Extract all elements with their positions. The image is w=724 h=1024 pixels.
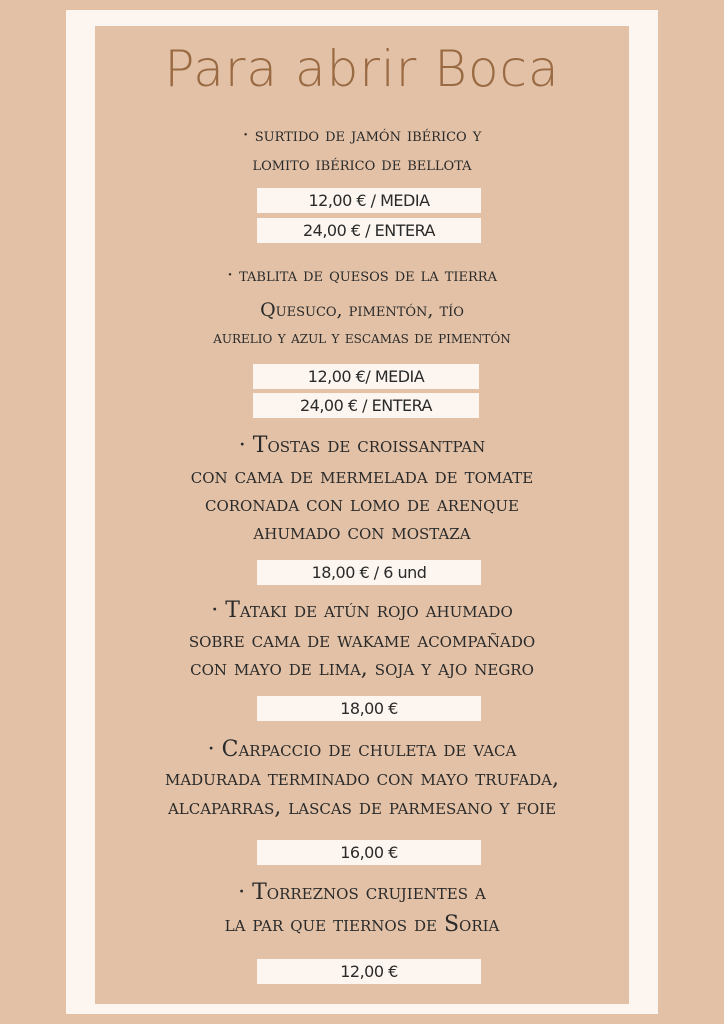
- item-5-line-1: · Carpaccio de chuleta de vaca: [207, 737, 517, 762]
- item-4-line-2: sobre cama de wakame acompañado: [188, 628, 536, 653]
- item-5-line-2: madurada terminado con mayo trufada,: [164, 766, 560, 791]
- item-1-price-half: 12,00 € / MEDIA: [257, 188, 481, 213]
- item-6-price: 12,00 €: [257, 959, 481, 984]
- item-3-line-3: coronada con lomo de arenque: [204, 492, 520, 517]
- item-1-price-full: 24,00 € / ENTERA: [257, 218, 481, 243]
- item-6-line-1: · Torreznos crujientes a: [238, 880, 486, 905]
- item-2-line-3: aurelio y azul y escamas de pimentón: [213, 328, 511, 348]
- item-4-line-1: · Tataki de atún rojo ahumado: [211, 598, 513, 623]
- item-5-price: 16,00 €: [257, 840, 481, 865]
- menu-title: Para abrir Boca: [164, 40, 560, 98]
- item-2-line-2: Quesuco, pimentón, tío: [260, 299, 464, 321]
- item-1-line-2: lomito ibérico de bellota: [252, 153, 472, 175]
- item-4-price: 18,00 €: [257, 696, 481, 721]
- item-2-price-half: 12,00 €/ MEDIA: [253, 364, 479, 389]
- item-1-line-1: · surtido de jamón ibérico y: [242, 124, 482, 146]
- item-2-price-full: 24,00 € / ENTERA: [253, 393, 479, 418]
- item-5-line-3: alcaparras, lascas de parmesano y foie: [167, 795, 557, 820]
- item-3-line-4: ahumado con mostaza: [253, 520, 471, 545]
- item-3-line-1: · Tostas de croissantpan: [238, 433, 486, 458]
- item-6-line-2: la par que tiernos de Soria: [224, 912, 500, 937]
- item-3-line-2: con cama de mermelada de tomate: [190, 464, 534, 489]
- item-2-line-1: · tablita de quesos de la tierra: [227, 264, 497, 286]
- item-4-line-3: con mayo de lima, soja y ajo negro: [190, 656, 534, 681]
- item-3-price: 18,00 € / 6 und: [257, 560, 481, 585]
